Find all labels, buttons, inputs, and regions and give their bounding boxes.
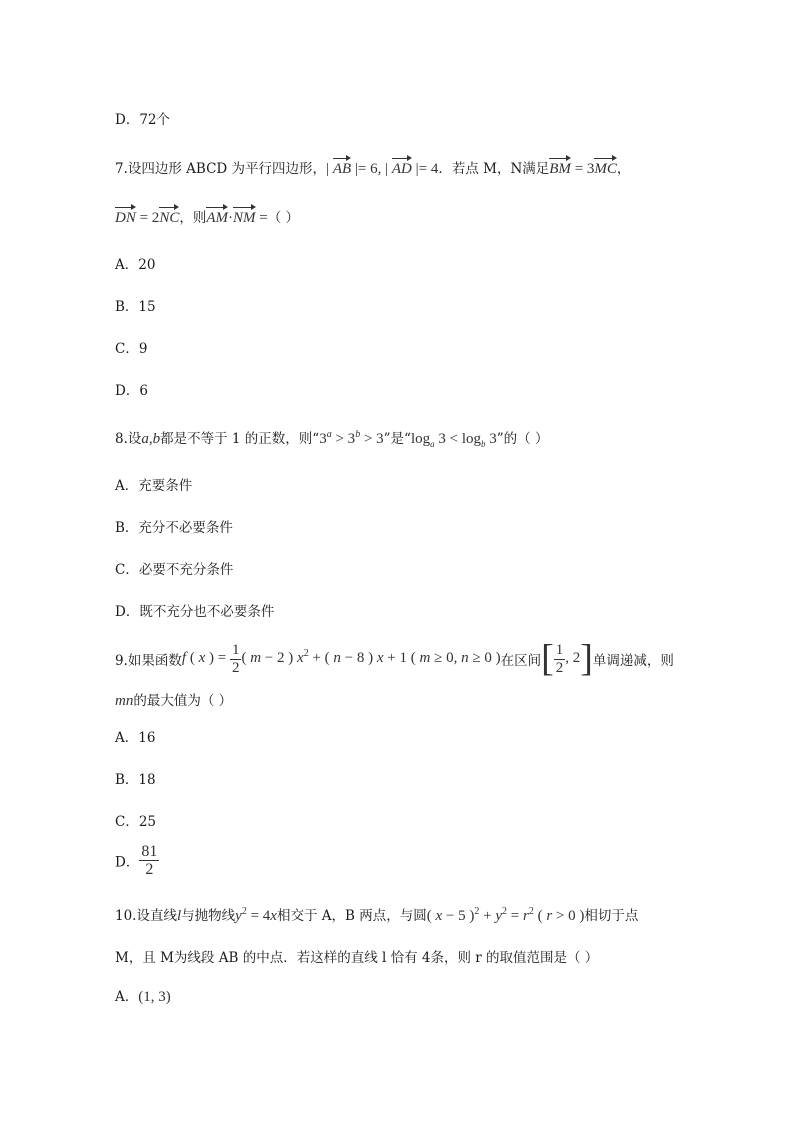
q9-interval: [ $\frac{1}{2}$ , 2]	[541, 638, 593, 680]
q9-option-b: B．18	[115, 772, 156, 788]
q9-option-a: A．16	[115, 730, 156, 746]
q8-stem-d: ”的（ ）	[496, 431, 549, 447]
q10-stem-a: 10.设直线	[115, 908, 177, 924]
q8-condition-2: $\log_a 3 < \log_b 3$	[410, 431, 497, 449]
q10-stem-line1	[115, 904, 638, 925]
q8-vars: a	[141, 431, 149, 447]
q10-option-a-value: (1, 3)	[138, 989, 171, 1005]
q7-option-d: D．6	[115, 383, 148, 399]
q9-stem-line1	[115, 640, 674, 678]
q7-stem-d: ，则	[179, 210, 207, 226]
q9-option-d-fraction	[139, 843, 159, 878]
q7-stem-line2	[115, 206, 299, 227]
q7-expression: AM·NM =	[206, 210, 268, 226]
q9-stem-a: 9.如果函数	[115, 653, 182, 669]
q7-relation-2: DN = 2NC	[115, 210, 180, 226]
q10-option-a-prefix: A．	[115, 989, 139, 1005]
q9-option-d-den: 2	[145, 861, 154, 878]
q9-function: f ( x ) = $\frac{1}{2}$ ( m − 2 ) $x^2$ + ( n − 8 ) x + 1 ( m ≥ 0, n ≥ 0 )	[181, 641, 501, 676]
q9-stem-b: 在区间	[500, 653, 542, 669]
q10-option-a	[115, 985, 171, 1006]
q10-stem-b: 与抛物线	[181, 908, 236, 924]
q9-stem-c: 单调递减，则	[592, 653, 674, 669]
q7-stem-c: ，	[616, 161, 631, 177]
q7-stem-a: 7.设四边形 ABCD 为平行四边形，	[115, 161, 327, 177]
q8-stem-b: 都是不等于 1 的正数，则“	[160, 431, 320, 447]
q8-option-a: A．充要条件	[115, 478, 193, 494]
q10-stem-d: 相切于点	[584, 908, 639, 924]
q10-parabola: $y^2 = 4x$	[235, 906, 277, 924]
q9-var-mn: mn	[115, 693, 134, 709]
q9-option-d-num: 81	[141, 843, 158, 860]
q10-var-l: l	[176, 908, 182, 924]
q7-stem-line1	[115, 157, 630, 178]
q8-condition-1: $3^a > 3^b > 3$	[319, 429, 384, 447]
q8-stem-c: ”是“	[383, 431, 411, 447]
q8-option-c: C．必要不充分条件	[115, 562, 234, 578]
q9-stem-d: 的最大值为（ ）	[133, 693, 233, 709]
q7-condition: | AB |= 6, | AD |= 4	[326, 161, 439, 177]
q9-option-c: C．25	[115, 814, 157, 830]
q9-stem-line2	[115, 689, 232, 710]
q6-option-d: D．72个	[115, 112, 171, 128]
q8-stem-a: 8.设	[115, 431, 142, 447]
q7-relation-1: BM = 3MC	[549, 161, 617, 177]
q9-option-d	[115, 843, 159, 878]
q9-option-d-prefix: D．	[115, 854, 140, 871]
q8-option-d: D．既不充分也不必要条件	[115, 604, 275, 620]
q7-option-a: A．20	[115, 257, 156, 273]
q10-circle: ( x − 5 )$^2 + y^2 = r^2$ ( r > 0 )	[426, 906, 585, 924]
q8-option-b: B．充分不必要条件	[115, 520, 233, 536]
q10-stem-c: 相交于 A，B 两点，与圆	[276, 908, 427, 924]
q7-option-b: B．15	[115, 299, 156, 315]
q7-stem-b: ．若点 M，N满足	[438, 161, 550, 177]
q10-stem-line2: M，且 M为线段 AB 的中点．若这样的直线 l 恰有 4条，则 r 的取值范围是（ ）	[115, 950, 599, 966]
q7-stem-e: （ ）	[267, 210, 300, 226]
q7-option-c: C．9	[115, 341, 148, 357]
q8-stem: 8.设a,b都是不等于 1 的正数，则“$3^a > 3^b > 3$”是“$\log_a$ $3 < \log_b 3$”的（ ）	[115, 429, 549, 449]
